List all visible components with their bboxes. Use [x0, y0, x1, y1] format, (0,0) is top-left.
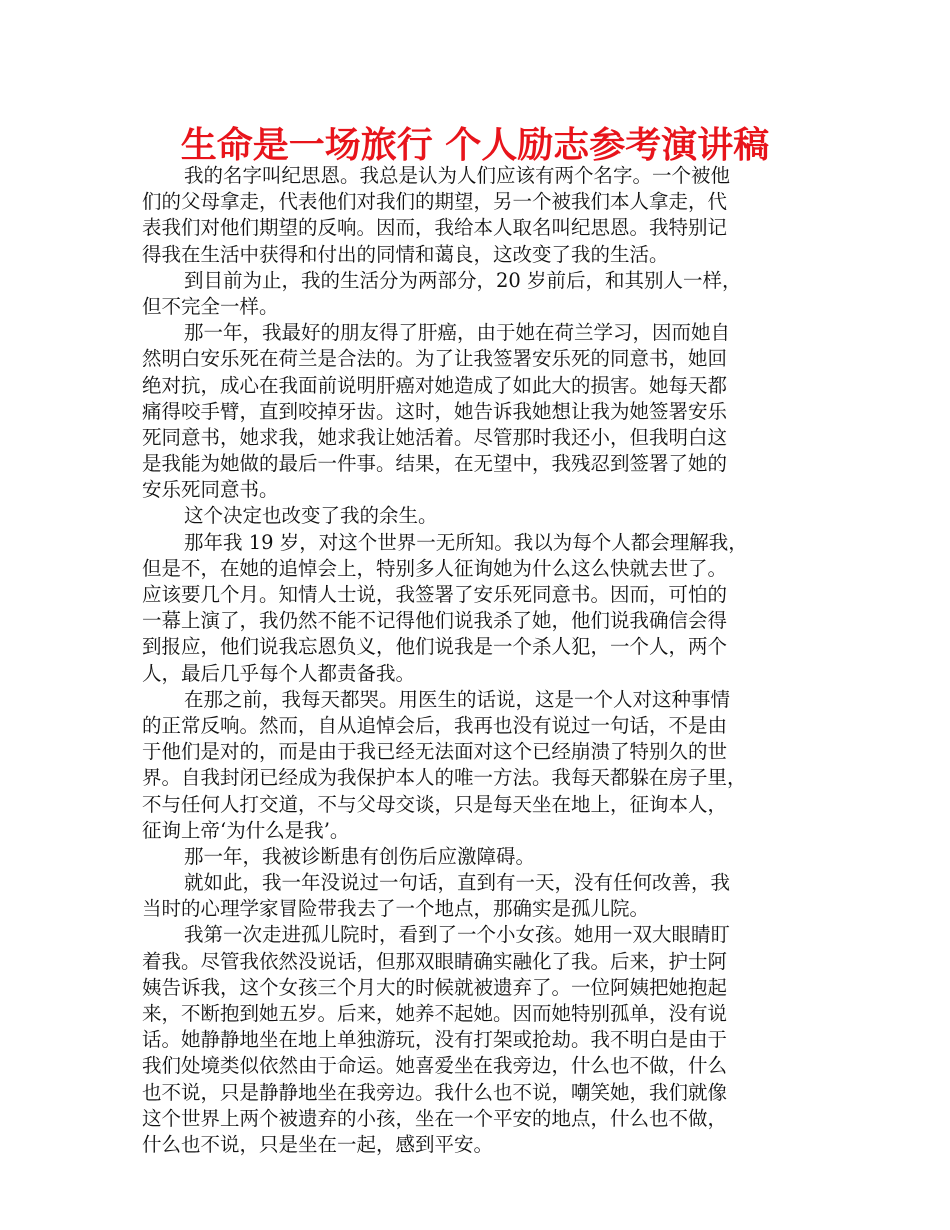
text-line: 话。她静静地坐在地上单独游玩，没有打架或抢劫。我不明白是由于	[142, 1028, 728, 1052]
text-line: 就如此，我一年没说过一句话，直到有一天，没有任何改善，我	[184, 871, 731, 895]
text-line: 那一年，我被诊断患有创伤后应激障碍。	[184, 844, 536, 868]
text-line: 表我们对他们期望的反响。因而，我给本人取名叫纪思恩。我特别记	[142, 216, 728, 240]
text-line: 不与任何人打交道，不与父母交谈，只是每天坐在地上，征询本人，	[142, 792, 728, 816]
text-line: 安乐死同意书。	[142, 478, 279, 502]
text-line: 界。自我封闭已经成为我保护本人的唯一方法。我每天都躲在房子里，	[142, 766, 747, 790]
text-line: 到报应，他们说我忘恩负义，他们说我是一个杀人犯，一个人，两个	[142, 635, 728, 659]
text-line: 在那之前，我每天都哭。用医生的话说，这是一个人对这种事情	[184, 687, 731, 711]
text-line: 我第一次走进孤儿院时，看到了一个小女孩。她用一双大眼睛盯	[184, 923, 731, 947]
text-line: 姨告诉我，这个女孩三个月大的时候就被遗弃了。一位阿姨把她抱起	[142, 975, 728, 999]
text-line: 得我在生活中获得和付出的同情和蔼良，这改变了我的生活。	[142, 242, 669, 266]
text-line: 着我。尽管我依然没说话，但那双眼睛确实融化了我。后来，护士阿	[142, 949, 728, 973]
text-line: 于他们是对的，而是由于我已经无法面对这个已经崩溃了特别久的世	[142, 740, 728, 764]
text-line: 人，最后几乎每个人都责备我。	[142, 661, 416, 685]
text-line: 然明白安乐死在荷兰是合法的。为了让我签署安乐死的同意书，她回	[142, 347, 728, 371]
text-line: 来，不断抱到她五岁。后来，她养不起她。因而她特别孤单，没有说	[142, 1002, 728, 1025]
text-line: 这个世界上两个被遗弃的小孩，坐在一个平安的地点，什么也不做，	[142, 1106, 728, 1130]
text-line: 什么也不说，只是坐在一起，感到平安。	[142, 1132, 494, 1156]
text-line: 征询上帝‘为什么是我’。	[142, 818, 350, 842]
text-line: 我的名字叫纪思恩。我总是认为人们应该有两个名字。一个被他	[184, 164, 731, 187]
text-line: 的正常反响。然而，自从追悼会后，我再也没有说过一句话，不是由	[142, 713, 728, 737]
text-line: 但不完全一样。	[142, 294, 279, 318]
text-line: 到目前为止，我的生活分为两部分，20 岁前后，和其别人一样，	[184, 268, 742, 292]
text-line: 是我能为她做的最后一件事。结果，在无望中，我残忍到签署了她的	[142, 452, 728, 476]
page-title: 生命是一场旅行 个人励志参考演讲稿	[180, 125, 770, 166]
text-line: 也不说，只是静静地坐在我旁边。我什么也不说，嘲笑她，我们就像	[142, 1080, 728, 1104]
text-line: 死同意书，她求我，她求我让她活着。尽管那时我还小，但我明白这	[142, 425, 728, 449]
text-line: 这个决定也改变了我的余生。	[184, 504, 438, 528]
text-line: 那一年，我最好的朋友得了肝癌，由于她在荷兰学习，因而她自	[184, 321, 731, 345]
text-line: 我们处境类似依然由于命运。她喜爱坐在我旁边，什么也不做，什么	[142, 1054, 728, 1078]
text-line: 但是不，在她的追悼会上，特别多人征询她为什么这么快就去世了。	[142, 556, 728, 580]
speech-body	[142, 163, 822, 1158]
text-line: 绝对抗，成心在我面前说明肝癌对她造成了如此大的损害。她每天都	[142, 373, 728, 397]
text-line: 当时的心理学家冒险带我去了一个地点，那确实是孤儿院。	[142, 897, 650, 921]
text-line: 应该要几个月。知情人士说，我签署了安乐死同意书。因而，可怕的	[142, 583, 728, 606]
text-line: 们的父母拿走，代表他们对我们的期望，另一个被我们本人拿走，代	[142, 190, 728, 214]
text-line: 那年我 19 岁，对这个世界一无所知。我以为每个人都会理解我，	[184, 530, 748, 554]
text-line: 痛得咬手臂，直到咬掉牙齿。这时，她告诉我她想让我为她签署安乐	[142, 399, 728, 423]
text-line: 一幕上演了，我仍然不能不记得他们说我杀了她，他们说我确信会得	[142, 609, 728, 633]
